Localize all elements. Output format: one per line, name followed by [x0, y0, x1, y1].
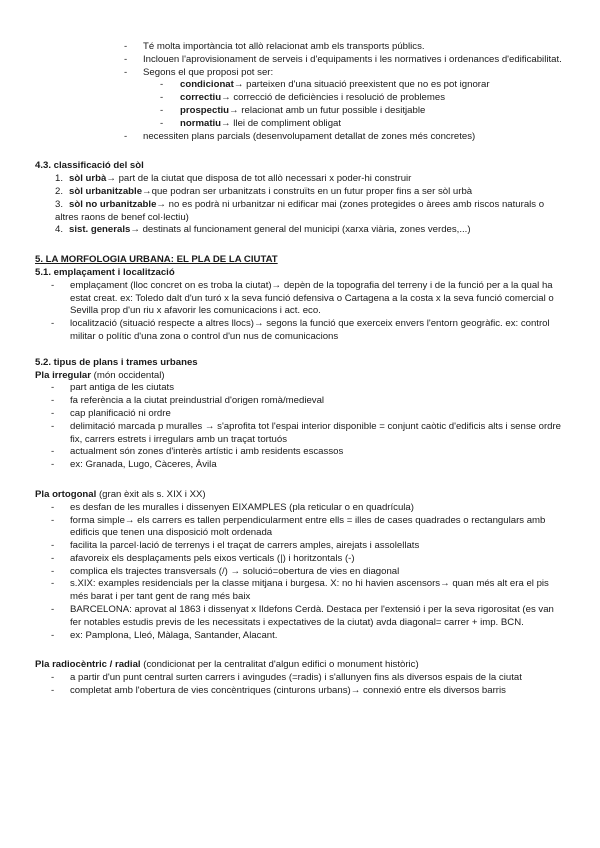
list-item: - part antiga de les ciutats — [51, 382, 561, 395]
term: prospectiu — [180, 104, 230, 116]
radiocentric-list — [51, 672, 561, 698]
definition: → relacionat amb un futur possible i desitjable — [229, 104, 426, 116]
term: correctiu — [180, 92, 222, 104]
list-item — [55, 186, 555, 199]
plan-note: (món occidental) — [91, 369, 165, 381]
list-item: - afavoreix els desplaçaments pels eixos verticals (|) i horitzontals (-) — [51, 553, 561, 566]
list-item: - BARCELONA: aprovat al 1863 i dissenyat x Ildefons Cerdà. Destaca per l'extensió i per la seva rigorositat (es van fer notables estudis previs de les necessitats i expectatives de la ciutat) avda diagonal= carrer + imp. BCN. — [51, 604, 561, 630]
plan-heading-radiocentric — [35, 659, 565, 672]
chapter-heading: 5. LA MORFOLOGIA URBANA: EL PLA DE LA CIUTAT — [35, 254, 278, 266]
term: sòl urbanitzable — [69, 185, 143, 197]
soil-classification-list — [55, 173, 555, 237]
term: condicionat — [180, 79, 234, 91]
item-number: 4. — [55, 224, 64, 236]
list-item — [55, 173, 555, 186]
term: sòl no urbanitzable — [69, 198, 157, 210]
list-item — [55, 224, 555, 237]
intro-list — [124, 41, 564, 143]
item-number: 3. — [55, 198, 64, 210]
list-item: - necessiten plans parcials (desenvolupament detallat de zones més concretes) — [124, 131, 564, 144]
plan-note: (gran èxit als s. XIX i XX) — [96, 488, 206, 500]
list-item: - s.XIX: examples residencials per la classe mitjana i burgesa. X: no hi havien ascensors→ quan més alt era el pis més barat i per tant gent de rang més baix — [51, 578, 561, 604]
list-item: - completat amb l'obertura de vies concèntriques (cinturons urbans)→ connexió entre els diversos barris — [51, 685, 561, 698]
definition: → correcció de deficiències i resolució de problemes — [221, 92, 446, 104]
term: normatiu — [180, 117, 222, 129]
plan-heading-irregular — [35, 370, 565, 383]
definition: → part de la ciutat que disposa de tot allò necessari x poder-hi construir — [106, 173, 412, 185]
irregular-list — [51, 382, 561, 472]
list-item: - Inclouen l'aprovisionament de serveis i d'equipaments i les normatives i ordenances d'edificabilitat. — [124, 54, 564, 67]
list-item — [55, 199, 555, 225]
plan-title: Pla irregular — [35, 369, 91, 381]
plan-title: Pla radiocèntric / radial — [35, 659, 141, 671]
list-item: - localització (situació respecte a altres llocs)→ segons la funció que exerceix envers l'entorn geogràfic. ex: control militar o polític d'una zona o control d'un nus de comunicacions — [51, 318, 561, 344]
term: sòl urbà — [69, 173, 107, 185]
list-item: - es desfan de les muralles i dissenyen EIXAMPLES (pla reticular o en quadrícula) — [51, 502, 561, 515]
list-item: - cap planificació ni ordre — [51, 408, 561, 421]
definition: → parteixen d'una situació preexistent que no es pot ignorar — [233, 79, 490, 91]
list-item — [124, 67, 564, 131]
list-item: - ex: Pamplona, Lleó, Màlaga, Santander, Alacant. — [51, 630, 561, 643]
list-item: - delimitació marcada p muralles → s'aprofita tot l'espai interior disponible = conjunt caòtic d'edificis alts i sense ordre fix, carrers estrets i irregulars amb un traçat tortuós — [51, 421, 561, 447]
plan-heading-ortogonal — [35, 489, 565, 502]
ortogonal-list — [51, 502, 561, 643]
list-item: - facilita la parcel·lació de terrenys i el traçat de carrers amples, airejats i assolellats — [51, 540, 561, 553]
list-item — [160, 118, 564, 131]
list-item — [160, 105, 564, 118]
definition: →que podran ser urbanitzats i construïts en un futur proper fins a ser sòl urbà — [142, 185, 473, 197]
location-list — [51, 280, 561, 344]
item-number: 2. — [55, 185, 64, 197]
list-item: - ex: Granada, Lugo, Càceres, Àvila — [51, 459, 561, 472]
plan-title: Pla ortogonal — [35, 488, 97, 500]
section-heading: 4.3. classificació del sòl — [35, 160, 144, 172]
definition: → no es podrà ni urbanitzar ni edificar mai (zones protegides o àrees amb riscos naturals o altres raons de benef col·lectiu) — [55, 198, 545, 223]
section-heading: 5.1. emplaçament i localització — [35, 266, 175, 278]
list-item: - emplaçament (lloc concret on es troba la ciutat)→ depèn de la topografia del terreny i de la funció per a la qual ha estat creat. ex: Toledo dalt d'un turó x la seva funció defensiva o Cartagena a la costa x la seva funció comercial o Sevilla prop d'un riu x afavorir les comunicacions i act. eco. — [51, 280, 561, 318]
definition: → destinats al funcionament general del municipi (xarxa viària, zones verdes,...) — [130, 224, 471, 236]
list-item: - Té molta importància tot allò relacionat amb els transports públics. — [124, 41, 564, 54]
list-item-text: Segons el que proposi pot ser: — [143, 66, 274, 78]
list-item: - fa referència a la ciutat preindustrial d'origen romà/medieval — [51, 395, 561, 408]
list-item: - forma simple→ els carrers es tallen perpendicularment entre ells = illes de cases quadrades o rectangulars amb edificis que tenen una disposició molt ordenada — [51, 515, 561, 541]
list-item: - actualment són zones d'interès artístic i amb residents escassos — [51, 446, 561, 459]
item-number: 1. — [55, 173, 64, 185]
definition: → llei de compliment obligat — [221, 117, 342, 129]
list-item: - complica els trajectes transversals (/) → solució=obertura de vies en diagonal — [51, 566, 561, 579]
term: sist. generals — [69, 224, 131, 236]
plan-note: (condicionat per la centralitat d'algun edifici o monument històric) — [140, 659, 419, 671]
list-item — [160, 79, 564, 92]
list-item: - a partir d'un punt central surten carrers i avingudes (=radis) i s'allunyen fins als diversos espais de la ciutat — [51, 672, 561, 685]
plan-types-list — [160, 79, 564, 130]
list-item — [160, 92, 564, 105]
section-heading: 5.2. tipus de plans i trames urbanes — [35, 356, 198, 368]
